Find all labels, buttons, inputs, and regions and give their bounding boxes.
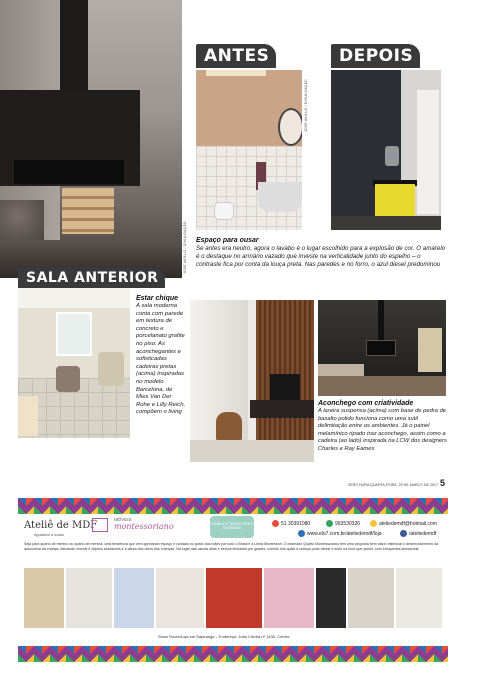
fireplace-2-photo [318,300,446,396]
facebook-text: /ateliedemdf [409,530,437,537]
email-text: ateliedemdf@hotmail.com [379,520,437,527]
caption-title: Aconchego com criatividade [318,400,414,407]
photo-credit: JOSE AKILLO / DIVULGAÇÃO [183,221,187,274]
ad-badge: CONSULTE NOSSO SITE E FACEBOOK [210,516,254,538]
advertisement [18,498,448,662]
ad-photo-4 [156,568,204,628]
ad-photo-2 [66,568,112,628]
sala-anterior-label: SALA ANTERIOR [18,268,165,288]
ad-photo-6 [264,568,314,628]
ad-site [298,530,381,537]
ad-photo-7 [316,568,346,628]
zigzag-border-top [18,498,448,514]
phone-icon [272,520,279,527]
zigzag-border-bottom [18,646,448,662]
ad-moveis: MÓVEIS [114,517,132,522]
ad-phone1 [272,520,310,527]
ad-montessori: montessoriano [114,522,174,531]
depois-photo [331,70,441,230]
caption-title: Estar chique [136,295,179,302]
phone2-text: 993530326 [335,520,361,527]
email-icon [370,520,377,527]
aconchego-caption [318,399,448,453]
depois-label: DEPOIS [331,44,420,68]
ad-photo-3 [114,568,154,628]
facebook-icon [400,530,407,537]
whatsapp-icon [326,520,333,527]
antes-photo [196,70,302,230]
site-text: www.elo7.com.br/ateliedemdf/loja [307,530,382,537]
ad-phone2 [326,520,360,527]
antes-label: ANTES [196,44,276,68]
ad-photo-5 [206,568,262,628]
espaco-caption [196,236,446,269]
ad-brand-sub: Agradece a todas [34,533,64,537]
photo-credit-antes: JOSE AKILLO / DIVULGAÇÃO [304,79,308,132]
globe-icon [298,530,305,537]
caption-body: A lareira suspensa (acima) com base de pedra de basalto polido funciona como uma sutil delimitação entre os ambientes. Já o painel melamínico ripado traz aconchego, assim como a cadeira (ao lado) inspirada na LCW dos designers Charles e Ray Eames [318,408,447,452]
house-icon [92,518,108,532]
page-footer: ZERO HORA QUARTA-FEIRA, 29 DE MARÇO DE 2017 [348,483,438,487]
caption-body: A sala moderna conta com parede em textura de concreto e porcelanato grafite no piso. As aconchegantes e sofisticadas cadeiras pretas (acima) inspiradas no modelo Barcelona, de Mies Van Der Rohe e Lilly Reich, compõem o living [136,303,186,416]
caption-body: Se antes era neutro, agora o lavabo é o lugar escolhido para a explosão de cor. O amarelo é o destaque no armário vazado que investe na verticalidade junto do espelho – o contraste fica por conta da louça preta. Nas paredes e no forro, o azul diesel predominou [196,245,446,268]
caption-title: Espaço para ousar [196,237,259,244]
fireplace-photo [0,0,182,278]
ad-photo-9 [396,568,442,628]
sala-anterior-photo [18,288,130,438]
ad-body: Seja para quarto de menino ou quarto de menina, uma tendência que vem ganhando espaço e cuidado no gosto dos mães por todo o Brasil é a Linha Montessori. O chamado Quarto Montessoriano tem uma proposta bem clara: estimular o desenvolvimento da autonomia da criança, deixando móveis e objetos acessíveis e à altura dos olhos das crianças. Na lugar das camas altas e berços fechados por grades, móveis dos quais a criança pode deixar e subir na hora que quiser, com brinquedos acessíveis. [24,542,439,551]
phone1-text: 51 30391080 [281,520,311,527]
estar-caption [136,294,186,417]
ad-email [370,520,437,527]
ad-brand: Ateliê de MDF [24,520,98,531]
ad-photo-8 [348,568,394,628]
page-number: 5 [440,478,446,488]
ad-footer: Show Room/Loja em Sapiranga – Endereço: João Corrêa nº 1430, Centro. [158,634,291,639]
ad-facebook [400,530,436,537]
ad-photo-1 [24,568,64,628]
lounge-photo [190,300,314,462]
